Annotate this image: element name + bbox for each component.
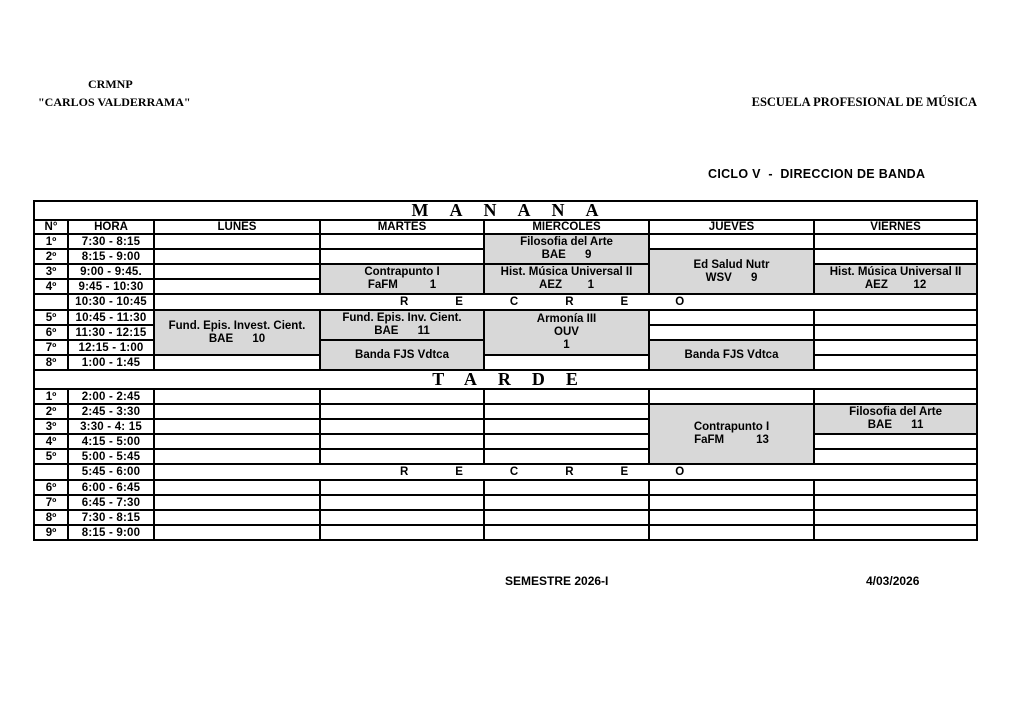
course-line: Contrapunto I [364,266,440,278]
period-number [34,464,68,480]
course-line: WSV 9 [705,271,758,284]
schedule-cell [649,510,814,525]
column-header-row [34,220,977,234]
schedule-cell [649,480,814,495]
schedule-cell [484,419,649,434]
schedule-cell [649,234,814,249]
schedule-cell [649,404,814,464]
footer-date: 4/03/2026 [866,574,920,588]
course-line: Banda FJS Vdtca [355,348,449,361]
schedule-cell [320,495,484,510]
course-line: BAE 11 [374,325,430,337]
period-number [34,294,68,310]
course-line: 1 [563,339,570,351]
period-number: 2º [34,404,68,419]
section-title-row [34,370,977,389]
time-cell: 10:30 - 10:45 [68,294,154,310]
schedule-cell [484,495,649,510]
time-cell: 6:45 - 7:30 [68,495,154,510]
schedule-cell [154,525,320,540]
period-number: 7º [34,340,68,355]
schedule-cell [814,249,977,264]
schedule-cell [320,340,484,370]
course-line: Banda FJS Vdtca [684,348,779,361]
time-cell: 12:15 - 1:00 [68,340,154,355]
org-acronym: CRMNP [88,77,133,91]
period-row [34,495,977,510]
footer-semester: SEMESTRE 2026-I [505,574,609,588]
section-title: TARDE [34,370,977,389]
school-name: ESCUELA PROFESIONAL DE MÚSICA [751,95,977,109]
recreo-cell: RECREO [154,294,977,310]
schedule-cell [320,449,484,464]
schedule-cell [484,234,649,264]
period-row [34,264,977,279]
course-line: Contrapunto I [693,421,770,433]
schedule-cell [484,355,649,370]
schedule-cell [154,389,320,404]
schedule-cell [814,525,977,540]
schedule-cell [814,449,977,464]
schedule-cell [154,434,320,449]
time-cell: 11:30 - 12:15 [68,325,154,340]
schedule-cell [649,389,814,404]
course-line: Armonía III [536,313,597,325]
schedule-cell [484,480,649,495]
schedule-cell [649,310,814,325]
time-cell: 8:15 - 9:00 [68,249,154,264]
period-number: 5º [34,449,68,464]
course-line: OUV [554,326,579,338]
column-header: VIERNES [814,220,977,234]
course-line: AEZ 1 [539,279,594,291]
schedule-cell [154,419,320,434]
time-cell: 2:00 - 2:45 [68,389,154,404]
schedule-cell [320,419,484,434]
schedule-cell [814,355,977,370]
schedule-cell [484,404,649,419]
period-number: 1º [34,389,68,404]
period-number: 6º [34,480,68,495]
schedule-cell [320,249,484,264]
period-number: 3º [34,419,68,434]
schedule-cell [320,434,484,449]
schedule-cell [649,249,814,294]
schedule-cell [484,510,649,525]
schedule-cell [649,525,814,540]
cycle-title: CICLO V - DIRECCION DE BANDA [708,167,926,181]
course-line: Filosofia del Arte [849,406,942,418]
period-row [34,355,977,370]
schedule-cell [814,234,977,249]
schedule-cell [814,325,977,340]
period-number: 9º [34,525,68,540]
schedule-cell [154,279,320,294]
period-row [34,234,977,249]
schedule-cell [320,404,484,419]
schedule-cell [154,449,320,464]
period-number: 2º [34,249,68,264]
time-cell: 9:45 - 10:30 [68,279,154,294]
column-header: N° [34,220,68,234]
column-header: JUEVES [649,220,814,234]
schedule-cell [814,340,977,355]
time-cell: 3:30 - 4: 15 [68,419,154,434]
period-row [34,434,977,449]
schedule-cell [320,510,484,525]
schedule-table [33,200,978,541]
schedule-cell [154,480,320,495]
schedule-cell [320,310,484,340]
course-line: Fund. Epis. Inv. Cient. [342,312,462,324]
schedule-cell [814,404,977,434]
schedule-cell [154,510,320,525]
time-cell: 5:00 - 5:45 [68,449,154,464]
course-line: FaFM 13 [694,434,769,446]
time-cell: 6:00 - 6:45 [68,480,154,495]
schedule-cell [649,325,814,340]
recreo-row [34,464,977,480]
period-number: 4º [34,434,68,449]
time-cell: 7:30 - 8:15 [68,510,154,525]
schedule-cell [154,404,320,419]
schedule-cell [320,264,484,294]
time-cell: 5:45 - 6:00 [68,464,154,480]
column-header: LUNES [154,220,320,234]
period-number: 8º [34,355,68,370]
schedule-cell [320,525,484,540]
period-number: 1º [34,234,68,249]
schedule-cell [814,510,977,525]
schedule-cell [814,480,977,495]
column-header: HORA [68,220,154,234]
time-cell: 10:45 - 11:30 [68,310,154,325]
course-line: Hist. Música Universal II [829,266,962,278]
time-cell: 8:15 - 9:00 [68,525,154,540]
column-header: MIERCOLES [484,220,649,234]
section-title-row [34,201,977,220]
schedule-cell [814,495,977,510]
course-line: BAE 9 [541,249,592,261]
schedule-cell [154,249,320,264]
schedule-cell [484,389,649,404]
period-row [34,310,977,325]
recreo-cell: RECREO [154,464,977,480]
period-number: 3º [34,264,68,279]
time-cell: 1:00 - 1:45 [68,355,154,370]
schedule-cell [154,495,320,510]
course-line: Filosofia del Arte [520,236,613,248]
schedule-cell [320,480,484,495]
period-row [34,510,977,525]
schedule-cell [814,434,977,449]
schedule-cell [484,449,649,464]
period-number: 5º [34,310,68,325]
period-row [34,480,977,495]
schedule-cell [154,264,320,279]
org-name: "CARLOS VALDERRAMA" [38,95,191,109]
schedule-cell [320,234,484,249]
course-line: AEZ 12 [864,279,927,291]
period-number: 6º [34,325,68,340]
schedule-cell [484,310,649,355]
schedule-table-body [34,201,977,540]
period-number: 8º [34,510,68,525]
schedule-cell [814,389,977,404]
schedule-cell [484,264,649,294]
period-row [34,525,977,540]
schedule-cell [154,310,320,355]
time-cell: 2:45 - 3:30 [68,404,154,419]
period-row [34,404,977,419]
time-cell: 7:30 - 8:15 [68,234,154,249]
schedule-cell [649,340,814,370]
period-number: 7º [34,495,68,510]
recreo-row [34,294,977,310]
schedule-cell [320,389,484,404]
course-line: Fund. Epis. Invest. Cient. [168,319,306,332]
course-line: Ed Salud Nutr [693,258,770,271]
course-line: BAE 10 [208,332,266,345]
course-line: Hist. Música Universal II [500,266,633,278]
schedule-cell [154,355,320,370]
period-number: 4º [34,279,68,294]
schedule-cell [484,525,649,540]
course-line: FaFM 1 [367,279,437,291]
schedule-cell [484,434,649,449]
time-cell: 4:15 - 5:00 [68,434,154,449]
schedule-cell [814,310,977,325]
period-row [34,389,977,404]
column-header: MARTES [320,220,484,234]
time-cell: 9:00 - 9:45. [68,264,154,279]
period-row [34,449,977,464]
course-line: BAE 11 [867,419,924,431]
schedule-cell [154,234,320,249]
schedule-cell [649,495,814,510]
section-title: MANANA [34,201,977,220]
schedule-cell [814,264,977,294]
